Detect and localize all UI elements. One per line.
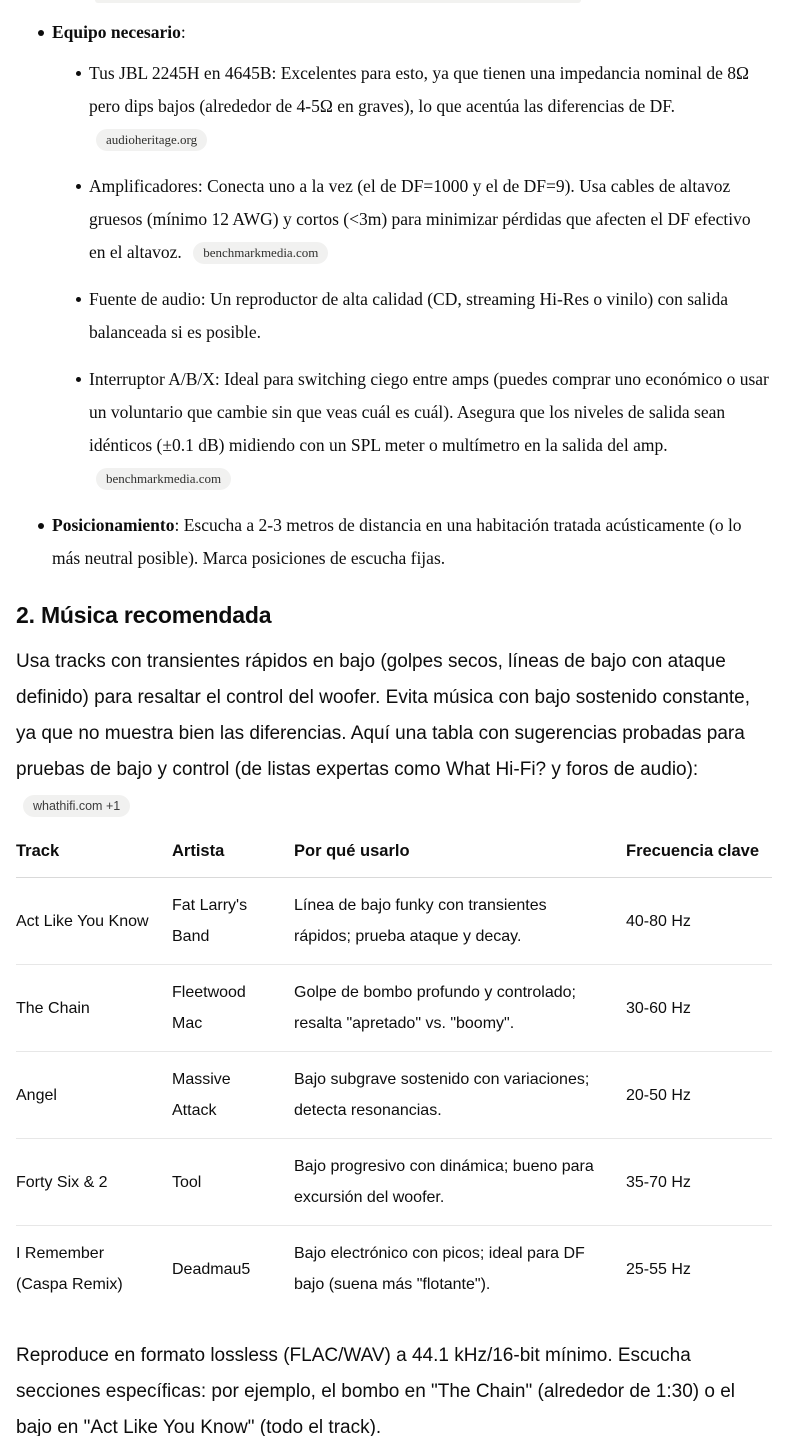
cell-frequency: 40-80 Hz <box>626 878 772 965</box>
equipment-sublist <box>52 57 770 495</box>
tracks-table <box>16 832 772 1312</box>
cell-track: Act Like You Know <box>16 878 172 965</box>
cell-reason: Bajo subgrave sostenido con variaciones; detecta resonancias. <box>294 1052 626 1139</box>
cell-frequency: 35-70 Hz <box>626 1139 772 1226</box>
list-item-posicionamiento <box>0 509 796 575</box>
cell-artist: Fat Larry's Band <box>172 878 294 965</box>
cutoff-element-top <box>95 0 581 3</box>
table-row <box>16 1139 772 1226</box>
cell-frequency: 25-55 Hz <box>626 1260 691 1278</box>
equipment-section <box>0 0 796 575</box>
column-header-track: Track <box>16 832 172 878</box>
cell-track: I Remember (Caspa Remix) <box>16 1245 123 1293</box>
intro-text: Usa tracks con transientes rápidos en bajo (golpes secos, líneas de bajo con ataque definido) para resaltar el control del woofer. Evita música con bajo sostenido constante, ya que no muestra bien las diferencias. Aquí una tabla con sugerencias probadas para pruebas de bajo y control (de listas expertas como What Hi-Fi? y foros de audio): <box>16 651 751 780</box>
cell-track: Angel <box>16 1052 172 1139</box>
list-item-fuente-audio <box>52 283 770 349</box>
column-header-artista: Artista <box>172 832 294 878</box>
citation-pill[interactable]: benchmarkmedia.com <box>193 242 328 264</box>
cell-artist: Tool <box>172 1139 294 1226</box>
list-item-text: Interruptor A/B/X: Ideal para switching ciego entre amps (puedes comprar uno económico o usar un voluntario que cambie sin que veas cuál es cuál). Asegura que los niveles de salida sean idénticos (±0.1 dB) midiendo con un SPL meter o multímetro en la salida del amp. <box>89 369 769 455</box>
intro-paragraph <box>16 644 770 824</box>
closing-paragraph: Reproduce en formato lossless (FLAC/WAV) a 44.1 kHz/16-bit mínimo. Escucha secciones específicas: por ejemplo, el bombo en "The Chain" (alrededor de 1:30) o el bajo en "Act Like You Know" (todo el track). <box>16 1345 736 1436</box>
citation-pill[interactable]: audioheritage.org <box>96 129 207 151</box>
cell-artist: Massive Attack <box>172 1052 294 1139</box>
list-item-jbl <box>52 57 770 156</box>
positioning-title: Posicionamiento <box>52 515 175 535</box>
table-row <box>16 1052 772 1139</box>
cell-frequency: 30-60 Hz <box>626 965 772 1052</box>
cell-artist: Fleetwood Mac <box>172 965 294 1052</box>
list-item-equipo <box>0 16 796 495</box>
cell-reason: Golpe de bombo profundo y controlado; resalta "apretado" vs. "boomy". <box>294 965 626 1052</box>
list-item-text: Fuente de audio: Un reproductor de alta calidad (CD, streaming Hi-Res o vinilo) con salida balanceada si es posible. <box>89 289 729 342</box>
bullet-list <box>0 16 796 575</box>
list-item-interruptor <box>52 363 770 495</box>
citation-pill[interactable]: whathifi.com +1 <box>23 795 130 817</box>
cell-reason: Bajo progresivo con dinámica; bueno para excursión del woofer. <box>294 1139 626 1226</box>
cell-track: Forty Six & 2 <box>16 1139 172 1226</box>
column-header-frecuencia: Frecuencia clave <box>626 832 772 878</box>
table-header-row <box>16 832 772 878</box>
cell-frequency: 20-50 Hz <box>626 1052 772 1139</box>
positioning-text: : Escucha a 2-3 metros de distancia en una habitación tratada acústicamente (o lo más neutral posible). Marca posiciones de escucha fijas. <box>52 515 742 568</box>
list-item-text: Tus JBL 2245H en 4645B: Excelentes para esto, ya que tienen una impedancia nominal de 8Ω pero dips bajos (alrededor de 4-5Ω en graves), lo que acentúa las diferencias de DF. <box>89 63 750 116</box>
equipment-title: Equipo necesario <box>52 22 181 42</box>
table-row <box>16 965 772 1052</box>
table-row <box>16 1226 772 1313</box>
cell-reason: Línea de bajo funky con transientes rápidos; prueba ataque y decay. <box>294 878 626 965</box>
cell-artist: Deadmau5 <box>172 1260 251 1278</box>
list-item-text: Amplificadores: Conecta uno a la vez (el de DF=1000 y el de DF=9). Usa cables de altavoz gruesos (mínimo 12 AWG) y cortos (<3m) para minimizar pérdidas que afecten el DF efectivo en el altavoz. <box>89 176 751 262</box>
table-row <box>16 878 772 965</box>
cell-reason: Bajo electrónico con picos; ideal para DF bajo (suena más "flotante"). <box>294 1245 585 1293</box>
column-header-porque: Por qué usarlo <box>294 832 626 878</box>
citation-pill[interactable]: benchmarkmedia.com <box>96 468 231 490</box>
section-heading: 2. Música recomendada <box>16 602 272 628</box>
equipment-title-colon: : <box>180 22 186 42</box>
cell-track: The Chain <box>16 965 172 1052</box>
list-item-amplificadores <box>52 170 770 269</box>
